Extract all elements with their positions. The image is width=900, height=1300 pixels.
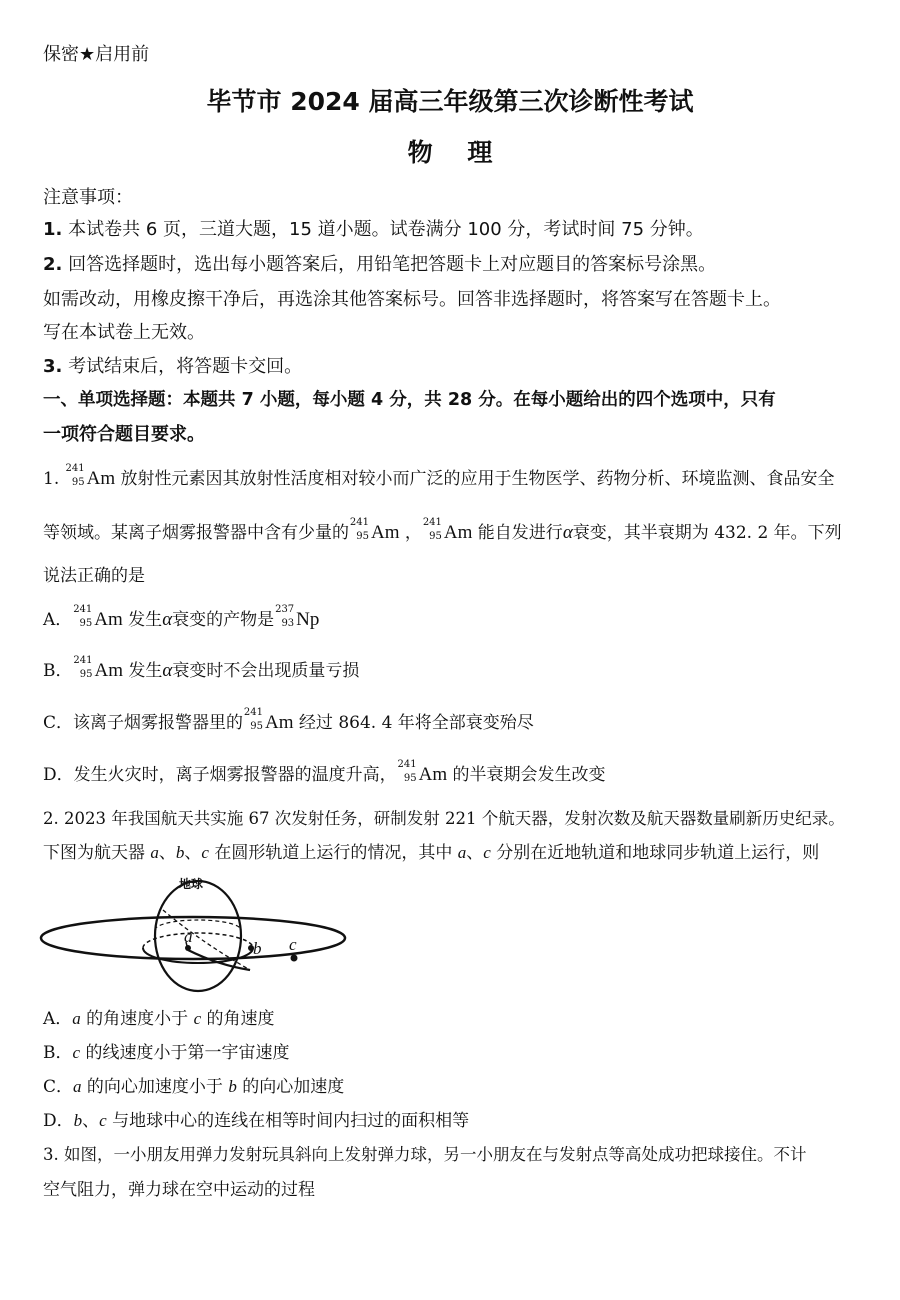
label-a: a (184, 927, 193, 946)
variable-c: c (72, 1043, 81, 1062)
note-3-text: 考试结束后，将答题卡交回。 (62, 356, 303, 377)
option-text: 衰变的产物是 (172, 610, 275, 630)
option-text: 该离子烟雾报警器里的 (73, 713, 244, 733)
note-2-continued-2: 写在本试卷上无效。 (43, 322, 205, 343)
option-text: 经过 864. 4 年将全部衰变殆尽 (293, 713, 534, 733)
variable-c: c (201, 843, 209, 862)
option-text: 的线速度小于第一宇宙速度 (80, 1043, 290, 1063)
option-label: A． (43, 610, 73, 630)
americium-isotope (73, 655, 95, 680)
section-1-heading-line-2: 一项符合题目要求。 (43, 424, 205, 445)
notes-heading: 注意事项： (43, 187, 133, 208)
mass-number: 241 (65, 463, 85, 474)
q2-option-c[interactable] (43, 1072, 344, 1097)
q2-text: 、 (466, 843, 484, 863)
option-text: 的半衰期会发生改变 (447, 765, 606, 785)
atomic-number: 95 (356, 531, 369, 542)
q2-stem-line-1: 2. 2023 年我国航天共实施 67 次发射任务，研制发射 221 个航天器，发射次数及航天器数量刷新历史纪录。 (43, 809, 845, 828)
option-label: A． (43, 1009, 73, 1029)
option-text: 发生 (123, 661, 163, 681)
element-symbol: Am (443, 522, 473, 543)
atomic-number: 95 (71, 477, 85, 488)
atomic-number: 95 (429, 531, 442, 542)
q1-stem-line-3: 说法正确的是 (43, 566, 145, 586)
q2-stem-line-2 (43, 838, 819, 863)
variable-c: c (483, 843, 491, 862)
option-text: 的向心加速度 (236, 1077, 345, 1097)
mass-number: 241 (397, 759, 417, 770)
satellite-c (291, 955, 298, 962)
mass-number: 241 (243, 707, 264, 718)
variable-a: a (73, 1077, 82, 1096)
q2-option-d[interactable] (43, 1106, 469, 1131)
note-2-continued: 如需改动，用橡皮擦干净后，再选涂其他答案标号。回答非选择题时，将答案写在答题卡上。 (43, 289, 781, 310)
q1-stem-line-1 (43, 464, 835, 490)
variable-c: c (193, 1009, 202, 1028)
confidential-label: 保密★启用前 (43, 44, 150, 65)
option-text: 的角速度 (201, 1009, 275, 1029)
option-label: D． (43, 1111, 74, 1131)
mass-number: 241 (422, 517, 442, 528)
neptunium-isotope (274, 604, 296, 629)
q1-option-d[interactable] (43, 760, 606, 786)
atomic-number: 93 (281, 618, 295, 629)
element-symbol: Am (86, 468, 116, 489)
option-label: B． (43, 1043, 73, 1063)
mass-number: 241 (349, 517, 369, 528)
alpha-symbol: α (162, 609, 173, 630)
orbit-diagram (38, 870, 358, 995)
q1-stem-text-b3: 能自发进行 (472, 523, 563, 543)
americium-isotope (65, 463, 87, 488)
note-2-number: 2. (43, 254, 63, 275)
section-1-heading-line-1: 一、单项选择题：本题共 7 小题，每小题 4 分，共 28 分。在每小题给出的四个选项中，只有 (43, 390, 776, 410)
atomic-number: 95 (79, 618, 93, 629)
element-symbol: Am (94, 660, 123, 681)
exam-title: 毕节市 2024 届高三年级第三次诊断性考试 (206, 87, 694, 116)
q1-option-a[interactable] (43, 605, 319, 631)
label-b: b (253, 939, 262, 958)
alpha-symbol: α (162, 660, 173, 681)
option-text: 发生火灾时，离子烟雾报警器的温度升高， (73, 765, 397, 785)
note-3 (43, 352, 302, 378)
q3-stem-line-2: 空气阻力，弹力球在空中运动的过程 (43, 1180, 315, 1200)
q2-text: 、 (184, 843, 202, 863)
earth-label: 地球 (179, 877, 204, 891)
element-symbol: Am (418, 764, 448, 785)
variable-c: c (99, 1111, 107, 1130)
option-text: 发生 (122, 610, 163, 630)
alpha-symbol: α (562, 522, 573, 543)
label-c: c (289, 935, 297, 954)
americium-isotope (422, 517, 444, 542)
variable-a: a (457, 843, 467, 862)
mass-number: 237 (275, 604, 295, 615)
variable-b: b (175, 843, 185, 862)
atomic-number: 95 (403, 773, 417, 784)
americium-isotope (243, 707, 265, 732)
americium-isotope (72, 604, 94, 629)
option-text: 的角速度小于 (80, 1009, 194, 1029)
subject-title: 物 理 (407, 138, 493, 167)
element-symbol: Am (371, 522, 400, 543)
variable-a: a (72, 1009, 81, 1028)
option-label: C． (43, 1077, 74, 1097)
note-2-text: 回答选择题时，选出每小题答案后，用铅笔把答题卡上对应题目的答案标号涂黑。 (62, 254, 717, 275)
option-text: 与地球中心的连线在相等时间内扫过的面积相等 (106, 1111, 470, 1131)
q1-number: 1. (43, 469, 60, 489)
near-earth-orbit-back (143, 933, 253, 948)
variable-b: b (228, 1077, 237, 1096)
q1-stem-text-b1: 等领域。某离子烟雾报警器中含有少量的 (43, 523, 349, 543)
q2-text: 分别在近地轨道和地球同步轨道上运行，则 (490, 843, 820, 863)
q3-stem-line-1: 3. 如图，一小朋友用弹力发射玩具斜向上发射弹力球，另一小朋友在与发射点等高处成功把球接住。不计 (43, 1145, 807, 1164)
americium-isotope (397, 759, 419, 784)
q2-option-b[interactable] (43, 1038, 289, 1063)
note-1-number: 1. (43, 219, 63, 240)
option-label: C． (43, 713, 74, 733)
mass-number: 241 (73, 604, 93, 615)
atomic-number: 95 (79, 669, 93, 680)
variable-a: a (150, 843, 159, 862)
q2-option-a[interactable] (43, 1004, 275, 1029)
q2-text: 下图为航天器 (43, 843, 151, 863)
mass-number: 241 (73, 655, 93, 666)
element-symbol: Np (296, 609, 320, 630)
option-text: 的向心加速度小于 (81, 1077, 229, 1097)
q1-stem-text-b4: 衰变，其半衰期为 432. 2 年。下列 (572, 523, 842, 543)
q1-stem-text-b2: ， (399, 523, 422, 543)
q1-stem-line-2 (43, 518, 842, 544)
note-1 (43, 215, 704, 241)
element-symbol: Am (265, 712, 294, 733)
variable-b: b (73, 1111, 83, 1130)
note-3-number: 3. (43, 356, 63, 377)
q1-option-c[interactable] (43, 708, 534, 734)
note-2 (43, 250, 716, 276)
option-label: B． (43, 661, 73, 681)
option-text: 、 (82, 1111, 100, 1131)
note-1-text: 本试卷共 6 页，三道大题，15 道小题。试卷满分 100 分，考试时间 75 分钟。 (62, 219, 704, 240)
q2-text: 、 (158, 843, 176, 863)
atomic-number: 95 (250, 721, 264, 732)
option-label: D． (43, 765, 74, 785)
americium-isotope (349, 517, 371, 542)
q1-option-b[interactable] (43, 656, 359, 682)
option-text: 衰变时不会出现质量亏损 (172, 661, 360, 681)
earth-equator-back (155, 920, 241, 930)
q1-stem-text-a: 放射性元素因其放射性活度相对较小而广泛的应用于生物医学、药物分析、环境监测、食品安全 (115, 469, 835, 489)
element-symbol: Am (94, 609, 123, 630)
q2-text: 在圆形轨道上运行的情况，其中 (208, 843, 458, 863)
